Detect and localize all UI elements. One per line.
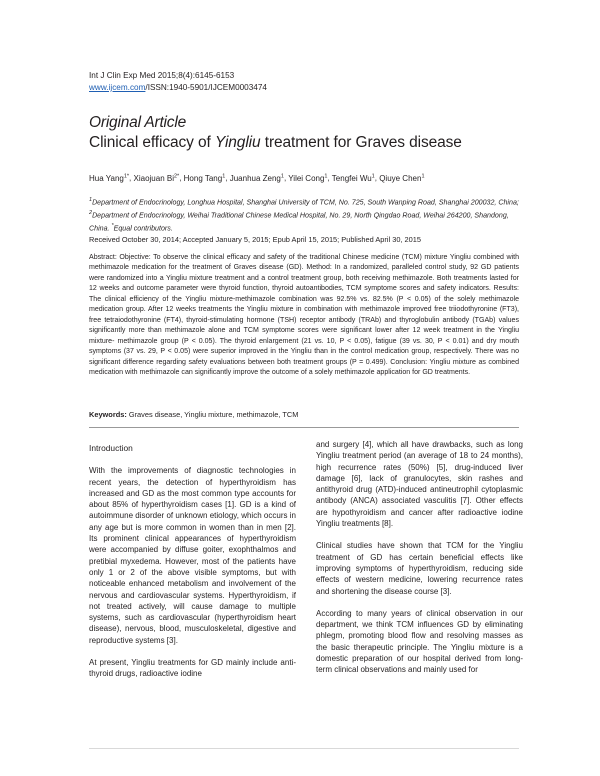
author-name: Hua Yang [89,173,124,183]
journal-citation: Int J Clin Exp Med 2015;8(4):6145-6153 [89,71,235,80]
author-affiliation-mark: 1* [123,173,130,179]
body-column-left [89,443,296,691]
keywords-text: Graves disease, Yingliu mixture, methimazole, TCM [126,410,299,419]
affiliation-mark: 1 [89,197,93,203]
author [134,174,180,183]
affiliation-text: Equal contributors. [113,224,173,233]
received-dates: Received October 30, 2014; Accepted January 5, 2015; Epub April 15, 2015; Published April 30, 2015 [89,235,421,244]
author-affiliation-mark: 1 [222,173,226,179]
title-part-1: Clinical efficacy of [89,134,215,151]
section-heading-introduction: Introduction [89,443,133,453]
author-affiliation-mark: 1 [371,173,375,179]
paragraph: With the improvements of diagnostic technologies in recent years, the detection of hyperthyroidism has increased and GD as the most common type accounts for about 85% of hyperthyroidism cases [1]. GD is a kind of autoimmune disorder of unknown etiology, which occurs in any age but is more common in women than in men [2]. Its prominent clinical appearances of hyperthyroidism were accompanied by diffuse goiter, exophthalmos and pretibial myxedema. However, most of the patients have only 1 or 2 of the above visible symptoms, but with noticeable enhanced metabolism and involvement of the nervous and cardiovascular systems. Hyperthyroidism, if not treated actively, will cause damage to multiple systems, such as cardiovascular (hyperthyroidism heart disease), nervous, blood, musculoskeletal, digestive and reproductive systems [3]. [89,466,296,645]
paragraph: Clinical studies have shown that TCM for the Yingliu treatment of GD has certain beneficial effects like improving symptoms of hyperthyroidism, reducing side effects of western medicine, lowering recurrence rates and shortening the disease course [3]. [316,541,523,596]
author-affiliation-mark: 1 [421,173,425,179]
abstract: Abstract: Objective: To observe the clinical efficacy and safety of the traditional Chinese medicine (TCM) mixture Yingliu combined with methimazole medication for the treatment of Graves disease (GD). Method: In a randomized, paralleled control study, 92 GD patients were randomized into a Yingliu mixture treatment and a control treatment group, both receiving methimazole. Both treatments lasted for 12 weeks and outcome parameter were thyroid function, thyroid autoantibodies, TCM symptome scores and safety indicators. Results: The clinical efficiency of the Yingliu mixture-methimazole combination was 92.5% vs. 82.5% (P < 0.05) of the solely methimazole medication group. After 12 weeks treatments the Yingliu mixture in combination with methimazole improved free triiodothyronine (FT3), free tetraiodothyronine (FT4), thyroid-stimulating hormone (TSH) receptor antibody (TRAb) and thyroglobulin antibody (TGAb) values significantly more than methimazole alone and TCM symptome scores were significant lower after 12 week treatment in the Yingliu mixture- methimazole group (P < 0.05). The thyroid enlargement (21 vs. 10, P < 0.05), fatigue (39 vs. 30, P < 0.01) and dry mouth symptoms (37 vs. 29, P < 0.05) were superior improved in the Yingliu than in the control medication group, respectively. There was no significant difference regarding safety evaluations between both treatment groups (P = 0.499). Conclusion: Yingliu mixture as combined medication with methimazole can significantly improve the outcome of a solely methimazole application for GD treatments. [89,254,519,376]
section-divider [89,427,519,428]
paragraph: At present, Yingliu treatments for GD mainly include anti-thyroid drugs, radioactive iodine [89,658,296,679]
affiliation-text: Department of Endocrinology, Longhua Hospital, Shanghai University of TCM, No. 725, South Wanping Road, Shanghai 200032, China; [92,198,519,207]
author-affiliation-mark: 1 [324,173,328,179]
author [379,174,424,183]
paragraph: According to many years of clinical observation in our department, we think TCM influences GD by eliminating phlegm, promoting blood flow and resolving masses as the basic therapeutic principle. The Yingliu mixture is a domestic preparation of our hospital derived from long-term clinical observations and mainly used for [316,608,523,675]
author [332,174,375,183]
article-title [89,134,462,152]
author [184,174,226,183]
keywords-label: Keywords: [89,410,127,419]
title-italic: Yingliu [214,134,261,151]
author-name: Qiuye Chen [379,173,422,183]
title-part-2: treatment for Graves disease [260,134,462,151]
author-name: Hong Tang [183,173,223,183]
affiliation-mark: * [111,222,114,229]
author [89,174,129,183]
author-name: Tengfei Wu [331,173,372,183]
author-affiliation-mark: 2* [173,173,180,179]
body-column-right [316,439,523,687]
author-name: Xiaojuan Bi [133,173,174,183]
author-name: Yilei Cong [288,173,325,183]
author [288,174,327,183]
journal-issn: /ISSN:1940-5901/IJCEM0003474 [145,83,267,92]
author-list: Hua Yang$^{1*}$, Xiaojuan $Bi^{2*}$, Hong Tang$^1$, Juanhua Zeng$^1$, Yilei Cong$^1$, Tengfei Wu$^1$, Qiuye Chen$^1$ [89,173,425,183]
page-footer-rule [89,748,519,749]
author-affiliation-mark: 1 [280,173,284,179]
journal-header [89,70,267,94]
author-name: Juanhua Zeng [229,173,281,183]
section-label: Original Article [89,114,187,131]
keywords [89,410,298,419]
journal-url-link[interactable]: www.ijcem.com [89,83,146,92]
affiliation-mark: 2 [89,209,93,216]
paragraph: and surgery [4], which all have drawbacks, such as long Yingliu treatment period (an average of 18 to 24 months), high recurrence rates (50%) [5], drug-induced liver damage [6], lack of granulocytes, skin rashes and antithyroid drug (ATD)-induced antineutrophil cytoplasmic antibody (ANCA) associated vasculitis [7]. Other effects are hypothyroidism and cancer after radioactive iodine Yingliu treatments [8]. [316,440,523,529]
affiliation-text: Department of Endocrinology, Weihai Traditional Chinese Medical Hospital, No. 29, North Qingdao Road, Weihai 264200, Shandong, China. [89,211,509,233]
author [230,174,284,183]
affiliations [89,195,519,234]
journal-links [89,82,267,94]
